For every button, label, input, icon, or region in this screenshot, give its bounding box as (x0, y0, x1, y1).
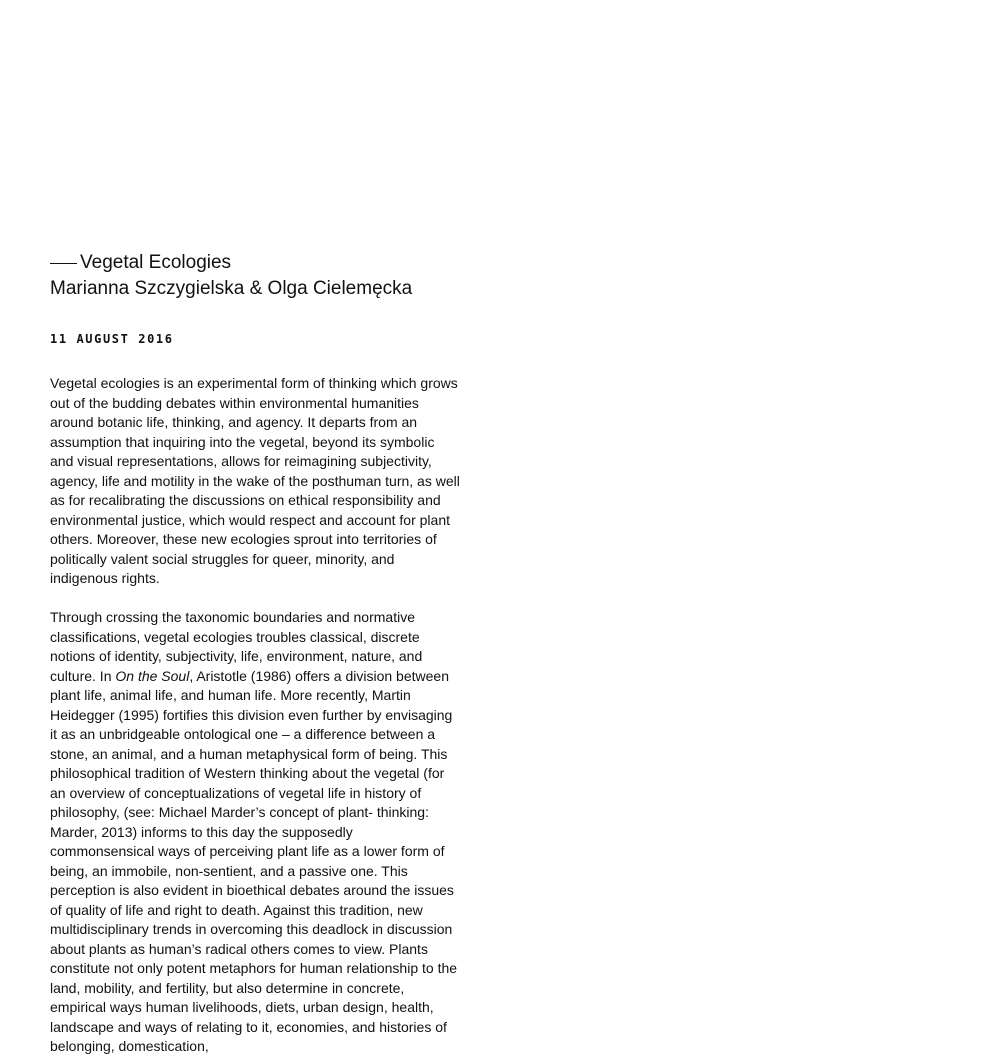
article-header (50, 250, 460, 302)
article (50, 250, 460, 1057)
paragraph-2-intro: Through crossing the taxonomic boundaries and normative classifications, vegetal ecologies troubles classical, discrete notions of identity, subjectivity, life, environment, nature, and culture. In (50, 609, 423, 684)
article-title: Vegetal Ecologies (80, 252, 232, 273)
dash-icon (50, 263, 77, 264)
paragraph-1: Vegetal ecologies is an experimental form of thinking which grows out of the budding debates within environmental humanities around botanic life, thinking, and agency. It departs from an assumption that inquiring into the vegetal, beyond its symbolic and visual representations, allows for reimagining subjectivity, agency, life and motility in the wake of the posthuman turn, as well as for recalibrating the discussions on ethical responsibility and environmental justice, which would respect and account for plant others. Moreover, these new ecologies sprout into territories of politically valent social struggles for queer, minority, and indigenous rights. (50, 375, 460, 586)
book-title-on-the-soul: On the Soul (115, 667, 190, 684)
title-line (50, 250, 460, 276)
paragraph-2-body: , Aristotle (1986) offers a division between plant life, animal life, and human life. More recently, Martin Heidegger (1995) fortifies this division even further by envisaging it as an unbridgeable ontological one – a difference between a stone, an animal, and a human metaphysical form of being. This philosophical tradition of Western thinking about the vegetal (for an overview of conceptualizations of vegetal life in history of philosophy, (see: Michael Marder’s concept of plant- thinking: Marder, 2013) informs to this day the supposedly commonsensical ways of perceiving plant life as a lower form of being, an immobile, non-sentient, and a passive one. This perception is also evident in bioethical debates around the issues of quality of life and right to death. Against this tradition, new multidisciplinary trends in overcoming this deadlock in discussion about plants as human’s radical others comes to view. Plants constitute not only potent metaphors for human relationship to the land, mobility, and fertility, but also determine in concrete, empirical ways human livelihoods, diets, urban design, health, landscape and ways of relating to it, economies, and histories of belonging, domestication, (50, 667, 458, 1054)
paragraph-2 (50, 608, 460, 1057)
article-date: 11 AUGUST 2016 (50, 332, 174, 346)
article-authors: Marianna Szczygielska & Olga Cielemęcka (50, 278, 413, 299)
